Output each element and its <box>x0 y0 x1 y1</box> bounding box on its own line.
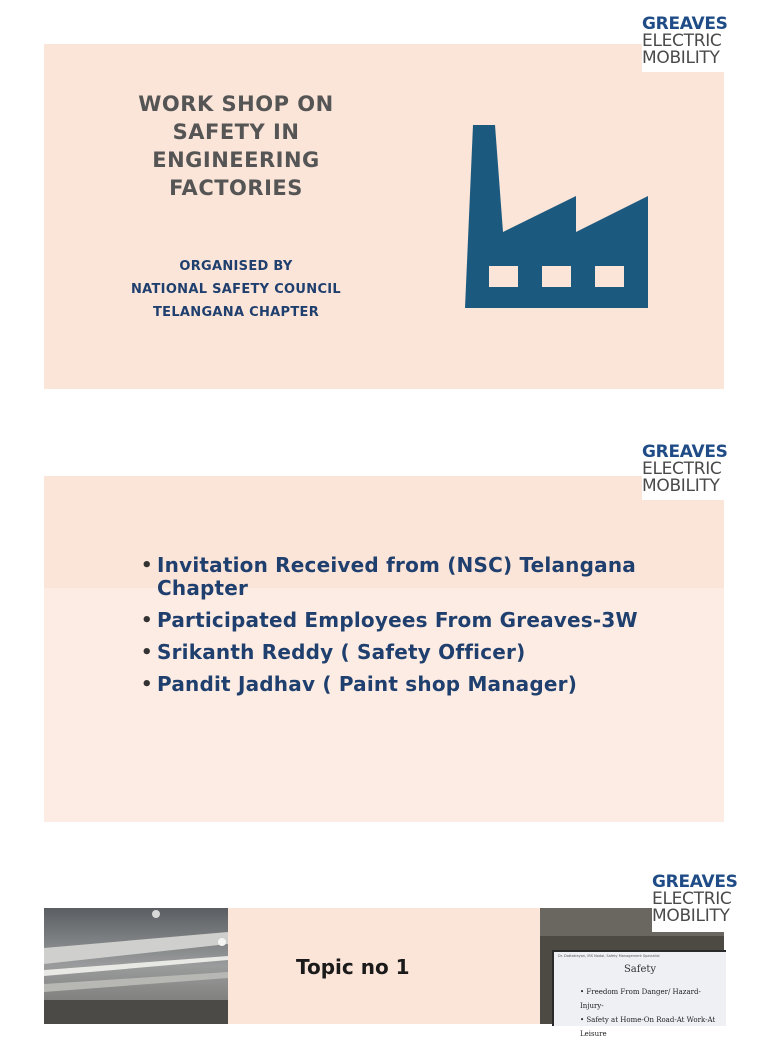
attendance-list <box>141 554 711 705</box>
title-line: ENGINEERING <box>152 148 320 172</box>
organiser-block <box>96 255 376 324</box>
org-line: TELANGANA CHAPTER <box>152 305 320 320</box>
list-item: • Srikanth Reddy ( Safety Officer) <box>141 641 711 664</box>
venue-photo-left <box>44 908 228 1024</box>
greaves-logo <box>652 870 768 932</box>
logo-line-1: GREAVES <box>642 442 728 462</box>
greaves-logo <box>642 440 760 500</box>
slide-1-title <box>96 90 376 202</box>
title-line: SAFETY IN <box>172 120 300 144</box>
org-line: ORGANISED BY <box>179 259 293 274</box>
logo-line-1: GREAVES <box>642 14 728 34</box>
logo-line-3: MOBILITY <box>652 906 730 926</box>
screen-bullets <box>554 985 726 1041</box>
logo-line-1: GREAVES <box>652 872 738 892</box>
list-item: • Participated Employees From Greaves-3W <box>141 609 711 632</box>
logo-line-2: ELECTRIC <box>642 31 722 51</box>
screen-header: Dr. Dattatreyan, IRS Nodal, Safety Management Specialist <box>558 954 660 958</box>
screen-bullet: • Safety at Home-On Road-At Work-At Leisure <box>580 1016 716 1038</box>
org-line: NATIONAL SAFETY COUNCIL <box>130 282 342 297</box>
title-line: WORK SHOP ON <box>138 92 334 116</box>
logo-line-3: MOBILITY <box>642 48 720 68</box>
projector-screen <box>552 950 726 1038</box>
screen-title: Safety <box>623 964 657 975</box>
greaves-logo <box>642 12 760 72</box>
list-item: • Invitation Received from (NSC) Telangana Chapter <box>141 554 711 600</box>
logo-line-2: ELECTRIC <box>642 459 722 479</box>
topic-title: Topic no 1 <box>296 955 410 979</box>
title-line: FACTORIES <box>169 176 303 200</box>
ceiling-photo <box>44 908 228 1024</box>
logo-line-3: MOBILITY <box>642 476 720 496</box>
screen-bullet: • Freedom From Danger/ Hazard- Injury- <box>580 988 701 1010</box>
list-item: • Pandit Jadhav ( Paint shop Manager) <box>141 673 711 696</box>
factory-icon <box>464 124 650 310</box>
logo-line-2: ELECTRIC <box>652 889 732 909</box>
